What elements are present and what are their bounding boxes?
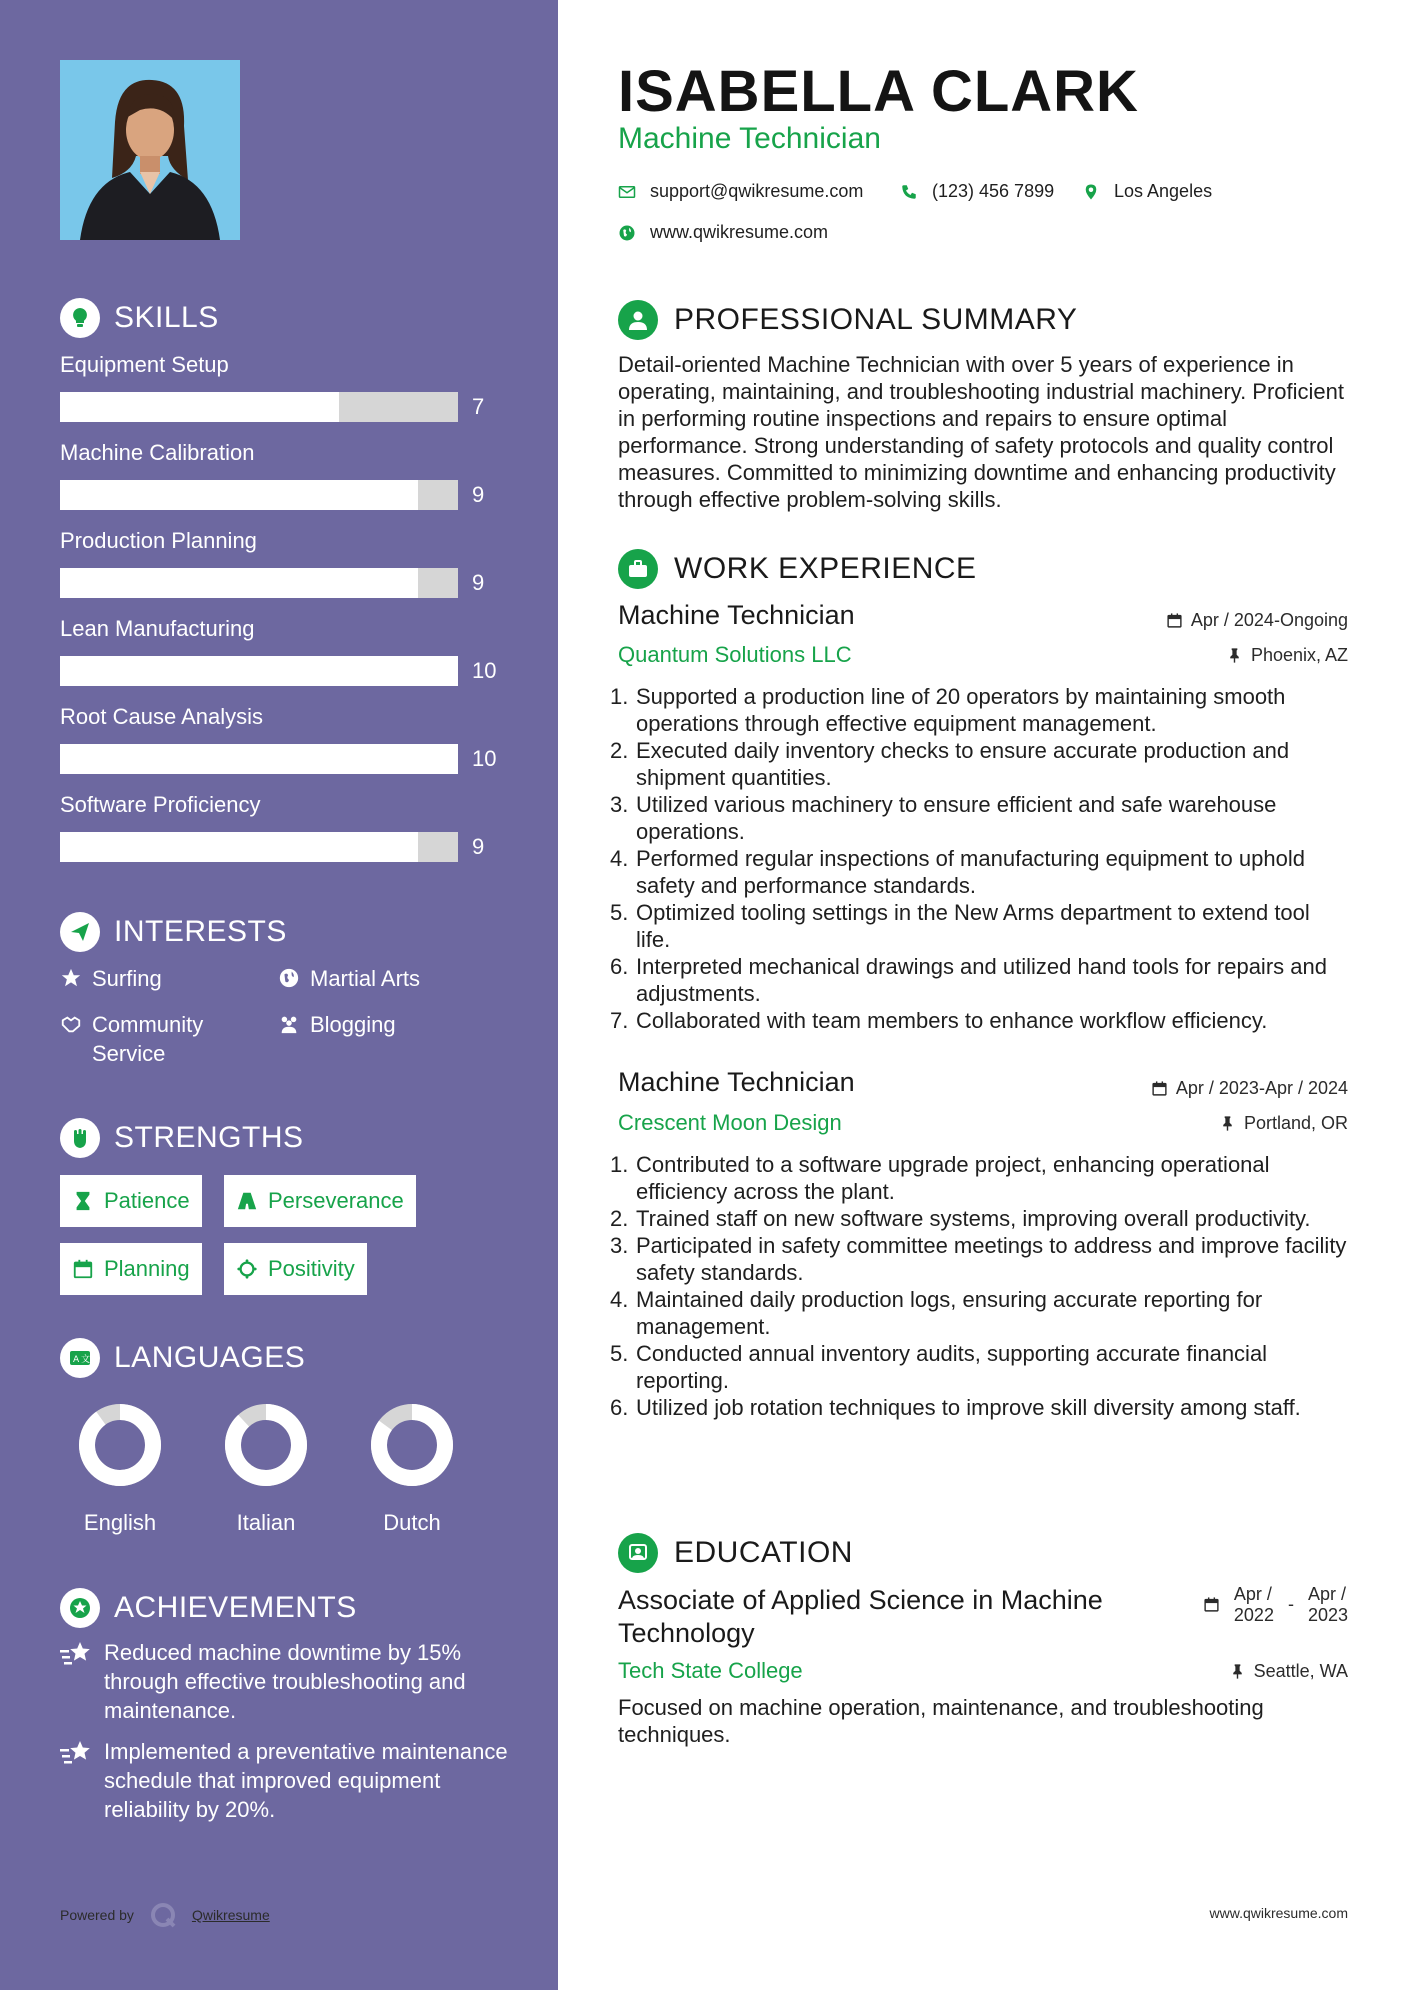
education-dates bbox=[1203, 1584, 1348, 1626]
achievement-text: Reduced machine downtime by 15% through effective troubleshooting and maintenance. bbox=[104, 1640, 466, 1723]
responsibility-text: Maintained daily production logs, ensuring accurate reporting for management. bbox=[636, 1287, 1263, 1339]
interests-title: INTERESTS bbox=[114, 915, 287, 948]
calendar-icon bbox=[1151, 1080, 1168, 1097]
website-text: www.qwikresume.com bbox=[650, 222, 829, 242]
achievement-item bbox=[60, 1638, 510, 1725]
list-item: 4. Maintained daily production logs, ensuring accurate reporting for management. bbox=[618, 1286, 1348, 1340]
skill-name: Production Planning bbox=[60, 528, 257, 553]
job-company: Quantum Solutions LLC bbox=[618, 642, 852, 667]
skill-name: Root Cause Analysis bbox=[60, 704, 263, 729]
responsibility-text: Interpreted mechanical drawings and utilized hand tools for repairs and adjustments. bbox=[636, 954, 1327, 1006]
globe-icon bbox=[618, 224, 636, 242]
skill-item bbox=[60, 528, 500, 595]
list-item: 1. Supported a production line of 20 operators by maintaining smooth operations through effective equipment management. bbox=[618, 683, 1348, 737]
skill-name: Equipment Setup bbox=[60, 352, 229, 377]
start-year: 2022 bbox=[1233, 1605, 1274, 1625]
briefcase-icon bbox=[618, 549, 658, 589]
start-month: Apr / bbox=[1233, 1584, 1272, 1604]
interest-item bbox=[60, 1010, 250, 1068]
skill-bar bbox=[60, 832, 458, 862]
achievements-heading bbox=[60, 1588, 357, 1628]
envelope-icon bbox=[618, 183, 636, 201]
lightbulb-icon bbox=[60, 298, 100, 338]
location-text: Los Angeles bbox=[1114, 181, 1213, 201]
job-company: Crescent Moon Design bbox=[618, 1110, 842, 1135]
language-item bbox=[352, 1400, 472, 1536]
language-name: Italian bbox=[236, 1510, 296, 1535]
responsibility-text: Utilized various machinery to ensure efficient and safe warehouse operations. bbox=[636, 792, 1277, 844]
language-donut bbox=[75, 1400, 165, 1490]
calendar-icon bbox=[72, 1258, 94, 1280]
summary-text: Detail-oriented Machine Technician with over 5 years of experience in operating, maintaining, and troubleshooting industrial machinery. Proficient in performing routine inspections and repairs to ensure optimal performance. Strong understanding of safety protocols and quality control measures. Committed to minimizing downtime and enhancing productivity through effective problem-solving skills. bbox=[618, 352, 1345, 512]
responsibility-text: Contributed to a software upgrade project, enhancing operational efficiency across the plant. bbox=[636, 1152, 1270, 1204]
interest-item bbox=[278, 964, 420, 993]
skill-bar-fill bbox=[60, 480, 418, 510]
hourglass-icon bbox=[72, 1190, 94, 1212]
interest-label: Martial Arts bbox=[310, 966, 421, 991]
shooting-star-icon bbox=[60, 1640, 92, 1668]
skill-level: 9 bbox=[472, 834, 485, 859]
list-item: 7. Collaborated with team members to enhance workflow efficiency. bbox=[610, 1008, 1268, 1033]
achievement-item bbox=[60, 1737, 510, 1824]
language-item bbox=[206, 1400, 326, 1536]
shooting-star-icon bbox=[60, 1739, 92, 1767]
phone-text: (123) 456 7899 bbox=[932, 181, 1055, 201]
award-icon bbox=[60, 1588, 100, 1628]
language-name: Dutch bbox=[383, 1510, 441, 1535]
skill-name: Software Proficiency bbox=[60, 792, 261, 817]
pushpin-icon bbox=[1226, 647, 1243, 664]
skill-bar bbox=[60, 656, 458, 686]
responsibility-text: Supported a production line of 20 operators by maintaining smooth operations through effective equipment management. bbox=[636, 684, 1286, 736]
job-dates-text: Apr / 2024-Ongoing bbox=[1190, 610, 1348, 630]
profile-photo-illustration bbox=[60, 60, 240, 240]
skill-bar-fill bbox=[60, 832, 418, 862]
skill-level: 10 bbox=[472, 658, 497, 683]
skill-bar-fill bbox=[60, 392, 339, 422]
responsibility-text: Performed regular inspections of manufacturing equipment to uphold safety and performance standards. bbox=[636, 846, 1305, 898]
user-icon bbox=[618, 300, 658, 340]
qwikresume-link[interactable]: Qwikresume bbox=[191, 1907, 270, 1923]
pushpin-icon bbox=[1219, 1115, 1236, 1132]
skill-bar bbox=[60, 744, 458, 774]
summary-title: PROFESSIONAL SUMMARY bbox=[674, 303, 1078, 336]
language-name: English bbox=[83, 1510, 157, 1535]
contact-phone[interactable] bbox=[900, 181, 1054, 202]
interests-heading bbox=[60, 912, 287, 952]
responsibility-text: Conducted annual inventory audits, supporting accurate financial reporting. bbox=[636, 1341, 1268, 1393]
road-icon bbox=[236, 1190, 258, 1212]
strength-label: Planning bbox=[104, 1256, 190, 1281]
school-location bbox=[1229, 1661, 1348, 1682]
degree-title: Associate of Applied Science in Machine Technology bbox=[618, 1585, 1103, 1648]
job-title: Machine Technician bbox=[618, 1067, 855, 1097]
interest-label: Surfing bbox=[92, 966, 162, 991]
list-item: 2. Executed daily inventory checks to ensure accurate production and shipment quantities. bbox=[618, 737, 1348, 791]
experience-title: WORK EXPERIENCE bbox=[674, 552, 977, 585]
school-name: Tech State College bbox=[618, 1658, 803, 1683]
interest-label: Blogging bbox=[310, 1012, 396, 1037]
job-location bbox=[1219, 1113, 1348, 1134]
list-item: 6. Interpreted mechanical drawings and utilized hand tools for repairs and adjustments. bbox=[618, 953, 1348, 1007]
translate-icon bbox=[60, 1338, 100, 1378]
email-text: support@qwikresume.com bbox=[650, 181, 864, 201]
qwikresume-logo-icon bbox=[148, 1900, 178, 1930]
education-description: Focused on machine operation, maintenance, and troubleshooting techniques. bbox=[618, 1695, 1264, 1747]
summary-heading bbox=[618, 300, 1077, 340]
sun-icon bbox=[236, 1258, 258, 1280]
education-start bbox=[1234, 1584, 1274, 1626]
star-icon bbox=[60, 967, 82, 989]
job-location bbox=[1226, 645, 1348, 666]
date-separator: - bbox=[1287, 1594, 1294, 1614]
list-item: 2. Trained staff on new software systems, improving overall productivity. bbox=[610, 1206, 1311, 1231]
skills-title: SKILLS bbox=[114, 301, 219, 334]
languages-heading bbox=[60, 1338, 305, 1378]
end-month: Apr / bbox=[1307, 1584, 1346, 1604]
skills-heading bbox=[60, 298, 219, 338]
education-end bbox=[1308, 1584, 1348, 1626]
responsibility-text: Utilized job rotation techniques to improve skill diversity among staff. bbox=[636, 1395, 1301, 1420]
achievement-text: Implemented a preventative maintenance schedule that improved equipment reliability by 20%. bbox=[104, 1739, 508, 1822]
responsibility-text: Collaborated with team members to enhance workflow efficiency. bbox=[636, 1008, 1268, 1033]
job-location-text: Phoenix, AZ bbox=[1250, 645, 1348, 665]
strength-badge bbox=[224, 1243, 367, 1295]
strength-label: Perseverance bbox=[268, 1188, 404, 1213]
language-donut bbox=[367, 1400, 457, 1490]
skill-item bbox=[60, 352, 500, 419]
contact-email[interactable] bbox=[618, 181, 863, 202]
svg-text:文: 文 bbox=[81, 1355, 91, 1365]
skill-bar-fill bbox=[60, 568, 418, 598]
strength-badge bbox=[60, 1175, 202, 1227]
strength-label: Positivity bbox=[268, 1256, 355, 1281]
list-item: 6. Utilized job rotation techniques to improve skill diversity among staff. bbox=[610, 1395, 1301, 1420]
job-responsibilities bbox=[610, 1151, 1348, 1421]
fist-icon bbox=[60, 1118, 100, 1158]
experience-heading bbox=[618, 549, 977, 589]
strengths-heading bbox=[60, 1118, 304, 1158]
skill-level: 9 bbox=[472, 570, 485, 595]
list-item: 3. Participated in safety committee meetings to address and improve facility safety standards. bbox=[610, 1233, 1347, 1285]
interest-item bbox=[60, 964, 162, 993]
sidebar bbox=[0, 0, 558, 1990]
job-dates-text: Apr / 2023-Apr / 2024 bbox=[1175, 1078, 1348, 1098]
job-dates bbox=[1166, 610, 1348, 631]
skill-item bbox=[60, 616, 500, 683]
strength-badge bbox=[224, 1175, 416, 1227]
strengths-title: STRENGTHS bbox=[114, 1121, 304, 1154]
responsibility-text: Executed daily inventory checks to ensure accurate production and shipment quantities. bbox=[636, 738, 1290, 790]
svg-text:A: A bbox=[73, 1355, 80, 1365]
candidate-name: ISABELLA CLARK bbox=[618, 59, 1139, 124]
contact-website[interactable] bbox=[618, 222, 828, 243]
list-item: 3. Utilized various machinery to ensure efficient and safe warehouse operations. bbox=[618, 791, 1348, 845]
skill-bar-fill bbox=[60, 744, 458, 774]
list-item: 5. Optimized tooling settings in the New Arms department to extend tool life. bbox=[618, 899, 1348, 953]
skill-item bbox=[60, 792, 500, 859]
list-item: 1. Contributed to a software upgrade project, enhancing operational efficiency across the plant. bbox=[618, 1151, 1348, 1205]
skill-level: 10 bbox=[472, 746, 497, 771]
skill-bar bbox=[60, 568, 458, 598]
education-heading bbox=[618, 1533, 853, 1573]
education-title: EDUCATION bbox=[674, 1536, 853, 1569]
skill-level: 9 bbox=[472, 482, 485, 507]
map-pin-icon bbox=[1082, 183, 1100, 201]
users-icon bbox=[278, 1013, 300, 1035]
end-year: 2023 bbox=[1307, 1605, 1348, 1625]
language-item bbox=[60, 1400, 180, 1536]
powered-by-label: Powered by bbox=[60, 1907, 134, 1923]
powered-by bbox=[60, 1900, 270, 1930]
school-location-text: Seattle, WA bbox=[1253, 1661, 1348, 1681]
footer-url[interactable]: www.qwikresume.com bbox=[1209, 1905, 1348, 1921]
responsibility-text: Participated in safety committee meetings to address and improve facility safety standards. bbox=[636, 1233, 1347, 1285]
job-responsibilities bbox=[610, 683, 1348, 1034]
main-content bbox=[610, 0, 1348, 1990]
profile-photo bbox=[60, 60, 240, 240]
pushpin-icon bbox=[1229, 1663, 1246, 1680]
calendar-icon bbox=[1203, 1596, 1220, 1613]
job-location-text: Portland, OR bbox=[1243, 1113, 1348, 1133]
skill-item bbox=[60, 704, 500, 771]
language-donut bbox=[221, 1400, 311, 1490]
interest-label: Community Service bbox=[92, 1012, 204, 1066]
skill-name: Lean Manufacturing bbox=[60, 616, 255, 641]
globe-icon bbox=[278, 967, 300, 989]
skill-bar-fill bbox=[60, 656, 458, 686]
languages-title: LANGUAGES bbox=[114, 1341, 306, 1374]
strength-badge bbox=[60, 1243, 202, 1295]
phone-icon bbox=[900, 183, 918, 201]
responsibility-text: Optimized tooling settings in the New Arms department to extend tool life. bbox=[636, 900, 1310, 952]
skill-level: 7 bbox=[472, 394, 485, 419]
job-dates bbox=[1151, 1078, 1348, 1099]
handshake-icon bbox=[60, 1013, 82, 1035]
skill-bar bbox=[60, 480, 458, 510]
skill-item bbox=[60, 440, 500, 507]
paper-plane-icon bbox=[60, 912, 100, 952]
skill-bar bbox=[60, 392, 458, 422]
graduation-icon bbox=[618, 1533, 658, 1573]
strength-label: Patience bbox=[104, 1188, 190, 1213]
contact-location bbox=[1082, 181, 1212, 202]
responsibility-text: Trained staff on new software systems, improving overall productivity. bbox=[636, 1206, 1311, 1231]
achievements-title: ACHIEVEMENTS bbox=[114, 1591, 357, 1624]
list-item: 5. Conducted annual inventory audits, supporting accurate financial reporting. bbox=[618, 1340, 1348, 1394]
calendar-icon bbox=[1166, 612, 1183, 629]
skill-name: Machine Calibration bbox=[60, 440, 255, 465]
list-item: 4. Performed regular inspections of manufacturing equipment to uphold safety and performance standards. bbox=[618, 845, 1348, 899]
candidate-role: Machine Technician bbox=[618, 122, 881, 155]
job-title: Machine Technician bbox=[618, 600, 855, 630]
interest-item bbox=[278, 1010, 396, 1039]
